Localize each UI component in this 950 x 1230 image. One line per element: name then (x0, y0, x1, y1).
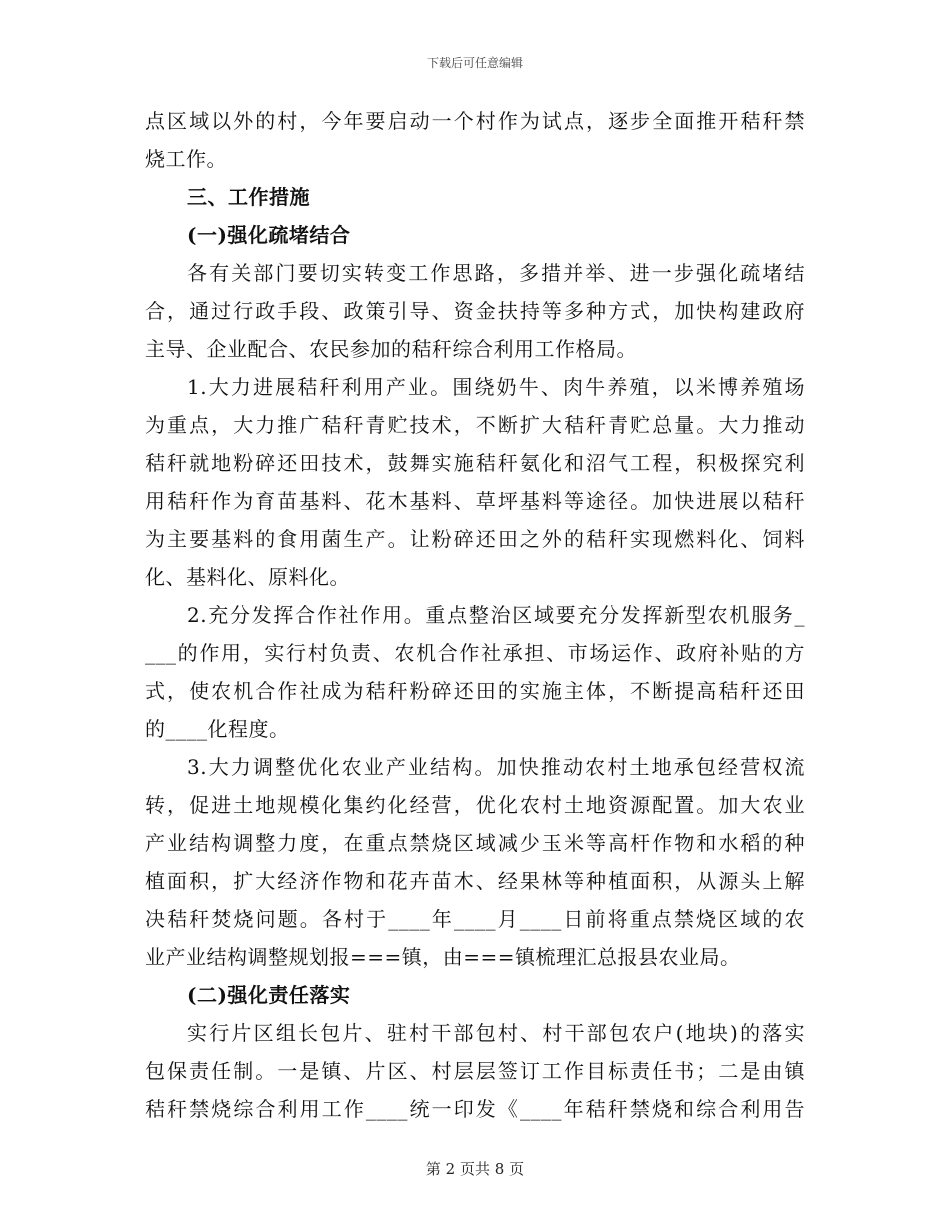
subsection-heading: (一)强化疏堵结合 (187, 223, 351, 247)
paragraph-line: 秸秆就地粉碎还田技术，鼓舞实施秸秆氨化和沼气工程，积极探究利 (145, 451, 805, 475)
paragraph-line: 包保责任制。一是镇、片区、村层层签订工作目标责任书；二是由镇 (145, 1059, 805, 1083)
page-header: 下载后可任意编辑 (426, 56, 523, 70)
paragraph-line: 产业结构调整力度，在重点禁烧区域减少玉米等高杆作物和水稻的种 (145, 831, 805, 855)
paragraph-line: 2.充分发挥合作社作用。重点整治区域要充分发挥新型农机服务_ (187, 603, 805, 627)
paragraph-line: ___的作用，实行村负责、农机合作社承担、市场运作、政府补贴的方 (145, 641, 805, 665)
paragraph-line: 决秸秆焚烧问题。各村于____年____月____日前将重点禁烧区域的农 (145, 907, 805, 931)
paragraph-line: 的____化程度。 (145, 717, 290, 741)
page-footer: 第 2 页共 8 页 (425, 1160, 525, 1178)
paragraph-line: 烧工作。 (145, 147, 227, 171)
paragraph-line: 点区域以外的村，今年要启动一个村作为试点，逐步全面推开秸秆禁 (145, 109, 805, 133)
paragraph-line: 植面积，扩大经济作物和花卉苗木、经果林等种植面积，从源头上解 (145, 869, 805, 893)
paragraph-line: 用秸秆作为育苗基料、花木基料、草坪基料等途径。加快进展以秸秆 (145, 489, 805, 513)
paragraph-line: 主导、企业配合、农民参加的秸秆综合利用工作格局。 (145, 337, 637, 361)
paragraph-line: 化、基料化、原料化。 (145, 565, 350, 589)
section-heading: 三、工作措施 (187, 185, 310, 209)
paragraph-line: 实行片区组长包片、驻村干部包村、村干部包农户(地块)的落实 (187, 1021, 805, 1045)
paragraph-line: 各有关部门要切实转变工作思路，多措并举、进一步强化疏堵结 (187, 261, 805, 285)
paragraph-line: 1.大力进展秸秆利用产业。围绕奶牛、肉牛养殖，以米博养殖场 (187, 375, 805, 399)
paragraph-line: 3.大力调整优化农业产业结构。加快推动农村土地承包经营权流 (187, 755, 805, 779)
paragraph-line: 合，通过行政手段、政策引导、资金扶持等多种方式，加快构建政府 (145, 299, 805, 323)
paragraph-line: 业产业结构调整规划报===镇，由===镇梳理汇总报县农业局。 (145, 945, 741, 969)
paragraph-line: 转，促进土地规模化集约化经营，优化农村土地资源配置。加大农业 (145, 793, 805, 817)
paragraph-line: 为主要基料的食用菌生产。让粉碎还田之外的秸秆实现燃料化、饲料 (145, 527, 805, 551)
paragraph-line: 秸秆禁烧综合利用工作____统一印发《____年秸秆禁烧和综合利用告 (145, 1097, 805, 1121)
document-body (145, 102, 805, 1128)
subsection-heading: (二)强化责任落实 (187, 983, 351, 1007)
paragraph-line: 式，使农机合作社成为秸秆粉碎还田的实施主体，不断提高秸秆还田 (145, 679, 805, 703)
paragraph-line: 为重点，大力推广秸秆青贮技术，不断扩大秸秆青贮总量。大力推动 (145, 413, 805, 437)
